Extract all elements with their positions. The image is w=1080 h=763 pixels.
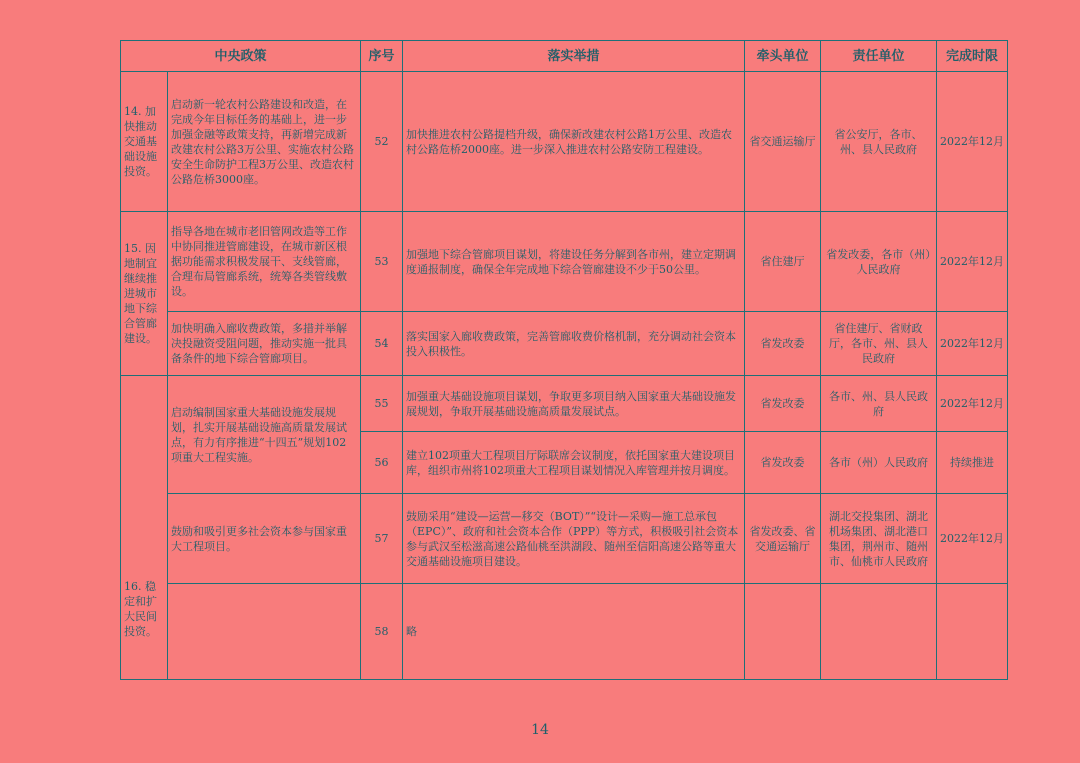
deadline-cell: 持续推进 bbox=[937, 432, 1008, 494]
page-number: 14 bbox=[531, 722, 549, 738]
measure-cell: 略 bbox=[403, 584, 745, 680]
table-row bbox=[121, 494, 1008, 584]
responsible-unit-cell: 省发改委，各市（州）人民政府 bbox=[821, 212, 937, 312]
row-number: 52 bbox=[361, 72, 403, 212]
measure-cell: 落实国家入廊收费政策，完善管廊收费价格机制，充分调动社会资本投入积极性。 bbox=[403, 312, 745, 376]
responsible-unit-cell: 各市（州）人民政府 bbox=[821, 432, 937, 494]
table-row bbox=[121, 312, 1008, 376]
policy-cell bbox=[168, 584, 361, 680]
deadline-cell: 2022年12月 bbox=[937, 494, 1008, 584]
policy-cell: 启动新一轮农村公路建设和改造，在完成今年目标任务的基础上，进一步加强金融等政策支持，再新增完成新改建农村公路3万公里、实施农村公路安全生命防护工程3万公里、改造农村公路危桥3000座。 bbox=[168, 72, 361, 212]
lead-unit-cell: 省发改委 bbox=[745, 432, 821, 494]
table-row bbox=[121, 212, 1008, 312]
header-policy: 中央政策 bbox=[121, 41, 361, 72]
responsible-unit-cell: 省住建厅、省财政厅，各市、州、县人民政府 bbox=[821, 312, 937, 376]
policy-cell: 加快明确入廊收费政策，多措并举解决投融资受阻问题，推动实施一批具备条件的地下综合管廊项目。 bbox=[168, 312, 361, 376]
group-title: 16. 稳定和扩大民间投资。 bbox=[121, 376, 168, 680]
lead-unit-cell: 省交通运输厅 bbox=[745, 72, 821, 212]
deadline-cell: 2022年12月 bbox=[937, 312, 1008, 376]
measure-cell: 加快推进农村公路提档升级，确保新改建农村公路1万公里、改造农村公路危桥2000座。进一步深入推进农村公路安防工程建设。 bbox=[403, 72, 745, 212]
lead-unit-cell: 省发改委 bbox=[745, 312, 821, 376]
row-number: 56 bbox=[361, 432, 403, 494]
lead-unit-cell: 省发改委、省交通运输厅 bbox=[745, 494, 821, 584]
measure-cell: 加强重大基础设施项目谋划，争取更多项目纳入国家重大基础设施发展规划，争取开展基础设施高质量发展试点。 bbox=[403, 376, 745, 432]
responsible-unit-cell: 省公安厅，各市、州、县人民政府 bbox=[821, 72, 937, 212]
policy-cell: 启动编制国家重大基础设施发展规划，扎实开展基础设施高质量发展试点，有力有序推进“十四五”规划102项重大工程实施。 bbox=[168, 376, 361, 494]
deadline-cell: 2022年12月 bbox=[937, 376, 1008, 432]
header-row bbox=[121, 41, 1008, 72]
policy-table bbox=[120, 40, 1008, 680]
group-title: 14. 加快推动交通基础设施投资。 bbox=[121, 72, 168, 212]
row-number: 54 bbox=[361, 312, 403, 376]
table-row bbox=[121, 72, 1008, 212]
measure-cell: 鼓励采用“建设—运营—移交（BOT）”“设计—采购—施工总承包（EPC）”、政府和社会资本合作（PPP）等方式，积极吸引社会资本参与武汉至松滋高速公路仙桃至洪湖段、随州至信阳高速公路等重大交通基础设施项目建设。 bbox=[403, 494, 745, 584]
policy-cell: 指导各地在城市老旧管网改造等工作中协同推进管廊建设，在城市新区根据功能需求积极发展干、支线管廊，合理布局管廊系统，统筹各类管线敷设。 bbox=[168, 212, 361, 312]
lead-unit-cell: 省住建厅 bbox=[745, 212, 821, 312]
responsible-unit-cell bbox=[821, 584, 937, 680]
table-row bbox=[121, 584, 1008, 680]
deadline-cell: 2022年12月 bbox=[937, 212, 1008, 312]
group-title: 15. 因地制宜继续推进城市地下综合管廊建设。 bbox=[121, 212, 168, 376]
responsible-unit-cell: 各市、州、县人民政府 bbox=[821, 376, 937, 432]
header-no: 序号 bbox=[361, 41, 403, 72]
header-resp: 责任单位 bbox=[821, 41, 937, 72]
lead-unit-cell: 省发改委 bbox=[745, 376, 821, 432]
measure-cell: 加强地下综合管廊项目谋划，将建设任务分解到各市州，建立定期调度通报制度，确保全年完成地下综合管廊建设不少于50公里。 bbox=[403, 212, 745, 312]
measure-cell: 建立102项重大工程项目厅际联席会议制度，依托国家重大建设项目库，组织市州将102项重大工程项目谋划情况入库管理并按月调度。 bbox=[403, 432, 745, 494]
responsible-unit-cell: 湖北交投集团、湖北机场集团、湖北港口集团，荆州市、随州市、仙桃市人民政府 bbox=[821, 494, 937, 584]
deadline-cell: 2022年12月 bbox=[937, 72, 1008, 212]
row-number: 58 bbox=[361, 584, 403, 680]
deadline-cell bbox=[937, 584, 1008, 680]
header-deadline: 完成时限 bbox=[937, 41, 1008, 72]
row-number: 53 bbox=[361, 212, 403, 312]
header-measure: 落实举措 bbox=[403, 41, 745, 72]
row-number: 57 bbox=[361, 494, 403, 584]
header-lead: 牵头单位 bbox=[745, 41, 821, 72]
lead-unit-cell bbox=[745, 584, 821, 680]
row-number: 55 bbox=[361, 376, 403, 432]
table-row bbox=[121, 376, 1008, 432]
policy-cell: 鼓励和吸引更多社会资本参与国家重大工程项目。 bbox=[168, 494, 361, 584]
